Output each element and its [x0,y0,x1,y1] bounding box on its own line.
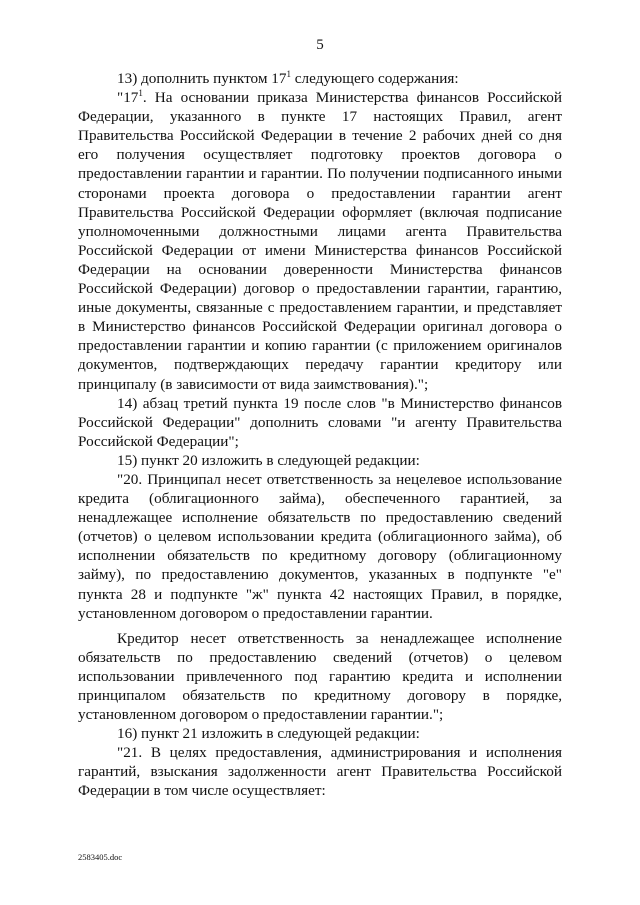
paragraph-item-13 [78,69,562,88]
paragraph-text: следующего содержания: [290,70,459,87]
paragraph-20: "20. Принципал несет ответственность за нецелевое использование кредита (облигационного займа), обеспеченного гарантией, за ненадлежащее исполнение обязательств по предоставлению сведений (отчетов) о целевом использовании кредита (облигационного займа), об исполнении обязательств по кредитному договору (облигационному займу), по предоставлению документов, указанных в подпункте "е" пункта 28 и подпункте "ж" пункта 42 настоящих Правил, в порядке, установленном договором о предоставлении гарантии. [78,470,562,622]
paragraph-text: 13) дополнить пунктом 17 [117,70,287,87]
paragraph-item-15: 15) пункт 20 изложить в следующей редакции: [117,451,420,469]
paragraph-item-16: 16) пункт 21 изложить в следующей редакции: [117,725,420,743]
paragraph-21: "21. В целях предоставления, администрирования и исполнения гарантий, взыскания задолженности агент Правительства Российской Федерации в том числе осуществляет: [78,744,562,800]
document-filename: 2583405.doc [78,852,123,862]
paragraph-17-1 [78,88,562,394]
page-number: 5 [316,37,324,53]
superscript: 1 [138,88,143,99]
document-body [78,69,562,801]
paragraph-creditor: Кредитор несет ответственность за ненадлежащее исполнение обязательств по предоставлению сведений (отчетов) о целевом использовании привлеченного под гарантию кредита и исполнении принципалом обязательств по кредитному договору в порядке, установленном договором о предоставлении гарантии."; [78,629,562,724]
paragraph-item-14: 14) абзац третий пункта 19 после слов "в Министерство финансов Российской Федерации" дополнить словами "и агенту Правительства Российской Федерации"; [78,394,562,450]
superscript: 1 [286,69,291,79]
paragraph-text: . На основании приказа Министерства финансов Российской Федерации, указанного в пункте 17 настоящих Правил, агент Правительства Российской Федерации в течение 2 рабочих дней со дня его получения осуществляет подготовку проектов договора о предоставлении гарантии и гарантии. По получении подписанного иными сторонами проекта договора о предоставлении гарантии агент Правительства Российской Федерации оформляет (включая подписание уполномоченными должностными лицами агента Правительства Российской Федерации от имени Министерства финансов Российской Федерации на основании доверенности Министерства финансов Российской Федерации) договор о предоставлении гарантии, гарантию, иные документы, связанные с предоставлением гарантии, и представляет в Министерство финансов Российской Федерации оригинал договора о предоставлении гарантии и копию гарантии (с приложением оригиналов документов, подтверждающих передачу гарантии кредитору или принципалу (в зависимости от вида заимствования)."; [78,89,562,393]
paragraph-text: "17 [117,89,139,107]
